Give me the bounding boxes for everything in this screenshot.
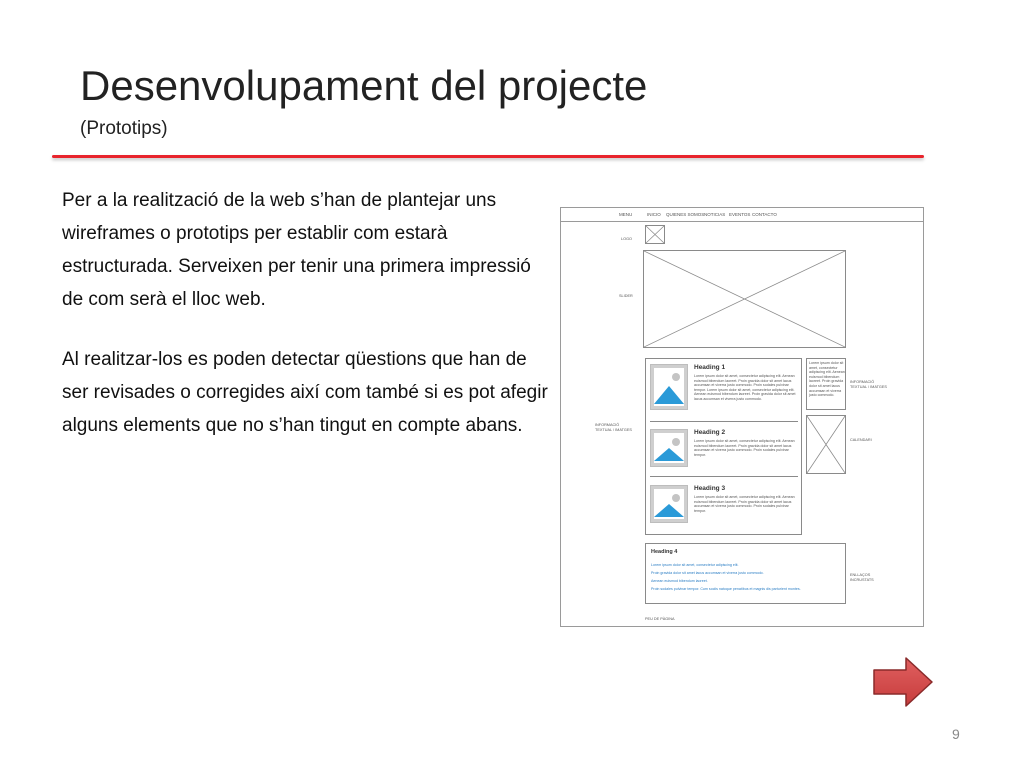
wire-heading-4: Heading 4 <box>651 549 678 555</box>
wire-nav-contacto: CONTACTO <box>752 212 777 217</box>
wire-link-1: Lorem ipsum dolor sit amet, consectetur adipiscing elit. <box>651 563 739 567</box>
body-paragraph-1: Per a la realització de la web s’han de plantejar uns wireframes o prototips per establir com estarà estructurada. Serveixen per tenir una primera impressió de com serà el lloc web. <box>62 190 531 310</box>
wire-logo-label: LOGO <box>621 237 632 241</box>
wire-footer-label: PEU DE PÀGINA <box>645 617 675 621</box>
wire-link-3: Aenean euismod bibendum laoreet. <box>651 579 708 583</box>
title-divider <box>52 155 924 158</box>
wire-links-label: ENLLAÇOS INCRUSTATS <box>850 573 874 582</box>
slide-title: Desenvolupament del projecte <box>80 62 648 109</box>
wire-articles-panel <box>645 358 802 535</box>
wire-sidebar-text-box <box>806 358 846 410</box>
wire-nav-menu: MENU <box>619 212 633 217</box>
image-placeholder-icon <box>650 429 688 467</box>
wire-calendar-label: CALENDARI <box>850 438 872 442</box>
wireframe-nav <box>561 208 923 222</box>
wire-link-2: Proin gravida dolor sit amet lacus accumsan et viverra justo commodo. <box>651 571 764 575</box>
wire-text-1: Lorem ipsum dolor sit amet, consectetur adipiscing elit. Aenean euismod bibendum laoreet. Proin gravida dolor sit amet lacus accumsan et viverra justo commodo. Proin sodales pulvinar tempor. Lorem ipsum dolor sit amet, consectetur adipiscing elit. Aenean euismod bibendum laoreet. Proin gravida dolor sit amet lacus accumsan et viverra justo commodo. <box>694 374 796 401</box>
wire-info-left-label: INFORMACIÓ TEXTUAL / IMATGES <box>595 423 632 432</box>
wire-nav-quienes: QUIENES SOMOS <box>666 212 705 217</box>
wire-nav-eventos: EVENTOS <box>729 212 751 217</box>
page-number: 9 <box>952 726 960 742</box>
wire-slider-placeholder <box>643 250 846 348</box>
image-placeholder-icon <box>650 364 688 410</box>
wire-nav-inicio: INICIO <box>647 212 661 217</box>
wire-slider-label: SLIDER <box>619 294 633 298</box>
slide-body <box>62 184 552 442</box>
wire-nav-noticias: NOTICIAS <box>704 212 726 217</box>
wire-separator <box>650 476 798 477</box>
wire-text-3: Lorem ipsum dolor sit amet, consectetur adipiscing elit. Aenean euismod bibendum laoreet. Proin gravida dolor sit amet lacus accumsan et viverra justo commodo. Proin sodales pulvinar tempor. <box>694 495 795 513</box>
image-placeholder-icon <box>650 485 688 523</box>
wire-sidebar-text: Lorem ipsum dolor sit amet, consectetur adipiscing elit. Aenean euismod bibendum laoreet. Proin gravida dolor sit amet lacus accumsan et viverra justo commodo. <box>809 361 845 398</box>
wire-heading-3: Heading 3 <box>694 485 726 492</box>
wire-heading-2: Heading 2 <box>694 429 726 436</box>
wireframe-image <box>560 207 924 627</box>
wire-logo-placeholder <box>645 225 665 244</box>
wire-heading-1: Heading 1 <box>694 364 726 371</box>
wire-calendar-placeholder <box>806 415 846 474</box>
wire-separator <box>650 421 798 422</box>
wire-text-2: Lorem ipsum dolor sit amet, consectetur adipiscing elit. Aenean euismod bibendum laoreet. Proin gravida dolor sit amet lacus accumsan et viverra justo commodo. Proin sodales pulvinar tempor. <box>694 439 795 457</box>
body-paragraph-2: Al realitzar-los es poden detectar qüestions que han de ser revisades o corregides així com també si es pot afegir alguns elements que no s’han tingut en compte abans. <box>62 349 548 436</box>
wire-info-right-label: INFORMACIÓ TEXTUAL / IMATGES <box>850 380 887 389</box>
next-arrow-icon[interactable] <box>872 656 934 708</box>
slide-subtitle: (Prototips) <box>80 118 168 139</box>
wire-links-panel <box>645 543 846 604</box>
wire-link-4: Proin sodales pulvinar tempor. Cum sociis natoque penatibus et magnis dis parturient montes. <box>651 587 801 591</box>
